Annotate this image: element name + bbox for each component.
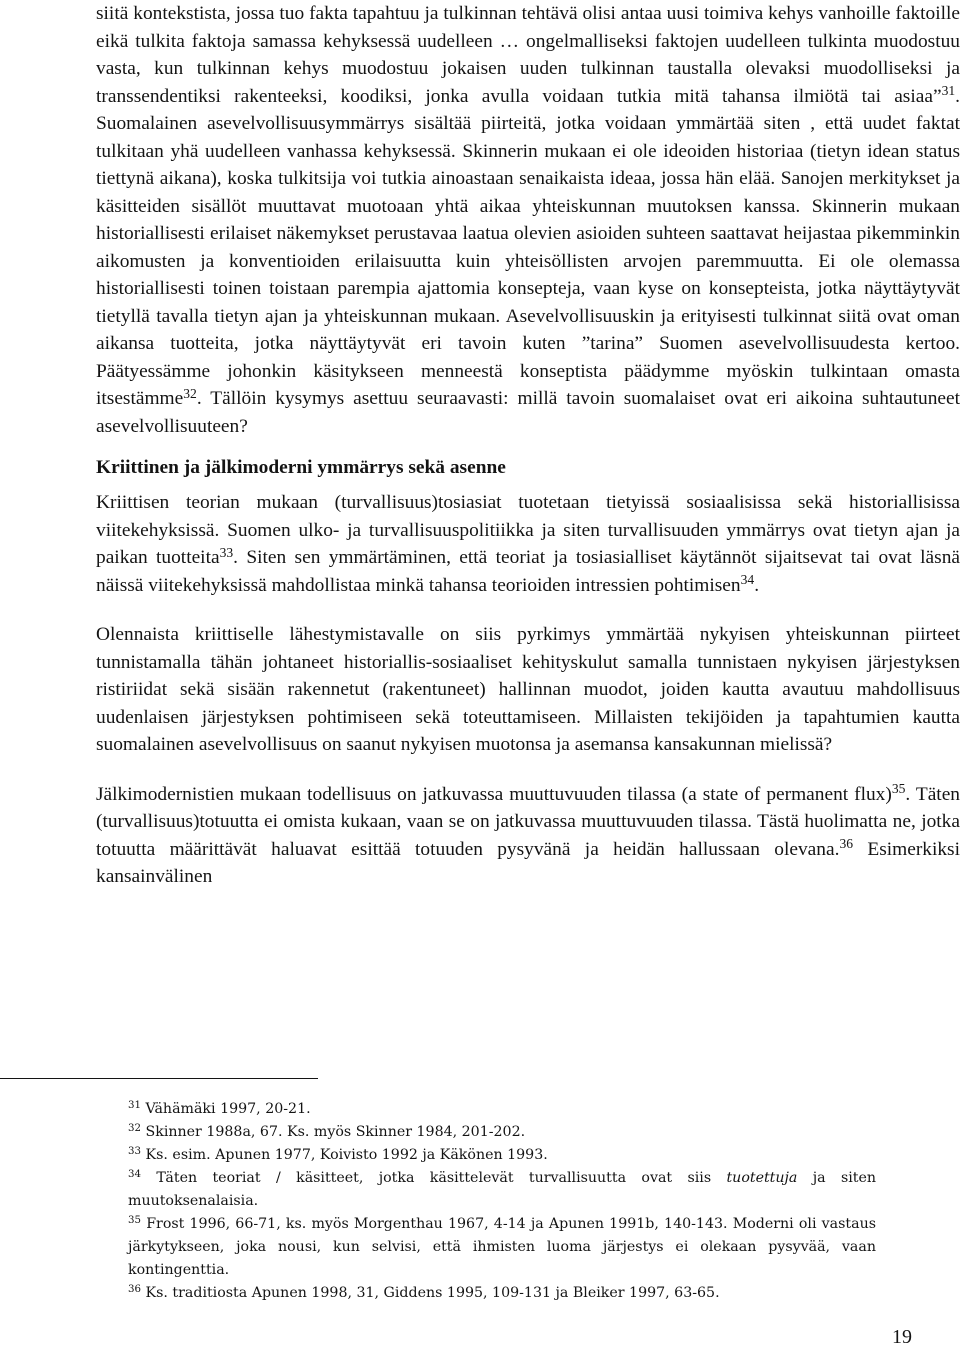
footnote-item [128, 1167, 876, 1213]
footnote-number: 31 [128, 1100, 142, 1112]
text-run: . [754, 574, 760, 596]
section-paragraphs [96, 489, 960, 891]
footnote-reference: 35 [891, 781, 906, 797]
paragraph-body-1 [96, 0, 960, 440]
footnote-number: 35 [128, 1215, 142, 1227]
text-run: Kriittisen teorian mukaan (turvallisuus)tosiasiat tuotetaan tietyissä sosiaalisissa sekä historiallisissa viitekehyksissä. Suomen ulko- ja turvallisuuspolitiikka ja siten turvallisuuden ymmärrys ovat tietyn ajan ja paikan tuotteita [96, 492, 960, 568]
footnote-text: Ks. esim. Apunen 1977, Koivisto 1992 ja Käkönen 1993. [141, 1147, 548, 1163]
footnote-number: 36 [128, 1284, 142, 1296]
text-run: siitä kontekstista, jossa tuo fakta tapahtuu ja tulkinnan tehtävä olisi antaa uusi toimiva kehys vanhoille faktoille eikä tulkita faktoja samassa kehyksessä uudelleen … ongelmalliseksi faktojen uudelleen tulkinta muodostuu vasta, kun tulkinnan kehys muodostuu jokaisen uuden tulkinnan taustalla olevaksi muodolliseksi ja transsendentiksi rakenteeksi, koodiksi, jonka avulla voidaan tutkia mitä tahansa ilmiötä tai asiaa” [96, 3, 960, 107]
footnote-text: Frost 1996, 66-71, ks. myös Morgenthau 1967, 4-14 ja Apunen 1991b, 140-143. Moderni oli vastaus järkytykseen, joka nousi, kun selvisi, että ihmisten luoma järjestys ei olekaan pysyvää, vaan kontingenttia. [128, 1216, 876, 1278]
text-run: Jälkimodernistien mukaan todellisuus on jatkuvassa muuttuvuuden tilassa (a state of permanent flux) [96, 783, 892, 805]
text-run: . Täten (turvallisuus)totuutta ei omista kukaan, vaan se on jatkuvassa muuttuvuuden tilassa. Tästä huolimatta ne, jotka totuutta määrittävät haluavat esittää totuuden pysyvänä ja heidän hallussaan olevana. [96, 783, 960, 860]
body-paragraph [96, 621, 960, 759]
footnote-text-tail: ja siten muutoksenalaisia. [128, 1170, 877, 1209]
text-run: . Tällöin kysymys asettuu seuraavasti: millä tavoin suomalaiset ovat eri aikoina suhtautuneet asevelvollisuuteen? [96, 388, 960, 437]
footnote-number: 33 [128, 1146, 142, 1158]
footnote-separator [0, 1078, 318, 1079]
footnotes [128, 1098, 876, 1305]
footnote-item [128, 1144, 876, 1167]
footnote-text: Skinner 1988a, 67. Ks. myös Skinner 1984, 201-202. [141, 1124, 526, 1140]
footnote-reference: 36 [839, 836, 854, 852]
body-paragraph [96, 781, 960, 891]
footnote-number: 34 [128, 1169, 142, 1181]
footnote-italic-text: tuotettuja [726, 1170, 798, 1186]
footnote-reference: 34 [740, 572, 755, 588]
footnote-reference: 33 [219, 544, 234, 560]
document-page [96, 0, 960, 891]
text-run: . Siten sen ymmärtäminen, että teoriat ja tosiasialliset käytännöt sijaitsevat tai ovat läsnä näissä viitekehyksissä mahdollistaa minkä tahansa teorioiden intressien pohtimisen [96, 547, 960, 596]
footnote-item [128, 1121, 876, 1144]
footnote-text: Ks. traditiosta Apunen 1998, 31, Giddens 1995, 109-131 ja Bleiker 1997, 63-65. [141, 1285, 720, 1301]
text-run: Olennaista kriittiselle lähestymistavalle on siis pyrkimys ymmärtää nykyisen yhteiskunnan piirteet tunnistamalla tähän johtaneet historiallis-sosiaaliset kehityskulut samalla tunnistaen nykyisen järjestyksen ristiriidat sekä sisään rakennetut (rakentuneet) hallinnan muodot, joiden kautta avautuu mahdollisuus uudenlaisen järjestyksen pohtimiseen sekä toteuttamiseen. Millaisten tekijöiden ja tapahtumien kautta suomalainen asevelvollisuus on saanut nykyisen muotonsa ja asemansa kansakunnan mielissä? [96, 624, 960, 755]
body-paragraph [96, 0, 960, 440]
footnote-text: Täten teoriat / käsitteet, jotka käsittelevät turvallisuutta ovat siis [141, 1170, 727, 1186]
footnote-text: Vähämäki 1997, 20-21. [141, 1101, 311, 1117]
footnote-reference: 31 [941, 83, 956, 99]
section-heading: Kriittinen ja jälkimoderni ymmärrys sekä asenne [96, 457, 506, 478]
footnote-item [128, 1098, 876, 1121]
page-number: 19 [892, 1326, 912, 1348]
footnote-item [128, 1282, 876, 1305]
text-run: Esimerkiksi kansainvälinen [96, 838, 960, 887]
footnote-item [128, 1213, 876, 1282]
footnote-number: 32 [128, 1123, 142, 1135]
text-run: . Suomalainen asevelvollisuusymmärrys sisältää piirteitä, jotka voidaan ymmärtää siten , että uudet faktat tulkitaan yhä uudelleen vanhassa kehyksessä. Skinnerin mukaan ei ole ideoiden historiaa (tietyn idean status tiettynä aikana), koska tulkitsija voi tutkia ainoastaan senaikaista ideaa, jossa hän elää. Sanojen merkitykset ja käsitteiden sisällöt muuttavat muotoaan yhtä aikaa yhteiskunnan muutoksen kanssa. Skinnerin mukaan historiallisesti erilaiset näkemykset perustavaa laatua olevien asioiden suhteen saattavat heijastaa pikemminkin aikomusten ja konventioiden erilaisuutta kuin yhteisöllisten arvojen paremmuutta. Ei ole olemassa historiallisesti toinen toistaan parempia ajattomia konsepteja, vaan kyse on konsepteista, jotka näyttäytyvät tietyllä tavalla tietyn ajan ja yhteiskunnan mukaan. Asevelvollisuuskin ja erityisesti tulkinnat siitä ovat oman aikansa tuotteita, jotka näyttäytyvät eri tavoin kuten ”tarina” Suomen asevelvollisuudesta kertoo. Päätyessämme johonkin käsitykseen menneestä konseptista päädymme myöskin tulkintaan omasta itsestämme [96, 85, 960, 409]
body-paragraph [96, 489, 960, 599]
footnote-reference: 32 [183, 385, 197, 401]
